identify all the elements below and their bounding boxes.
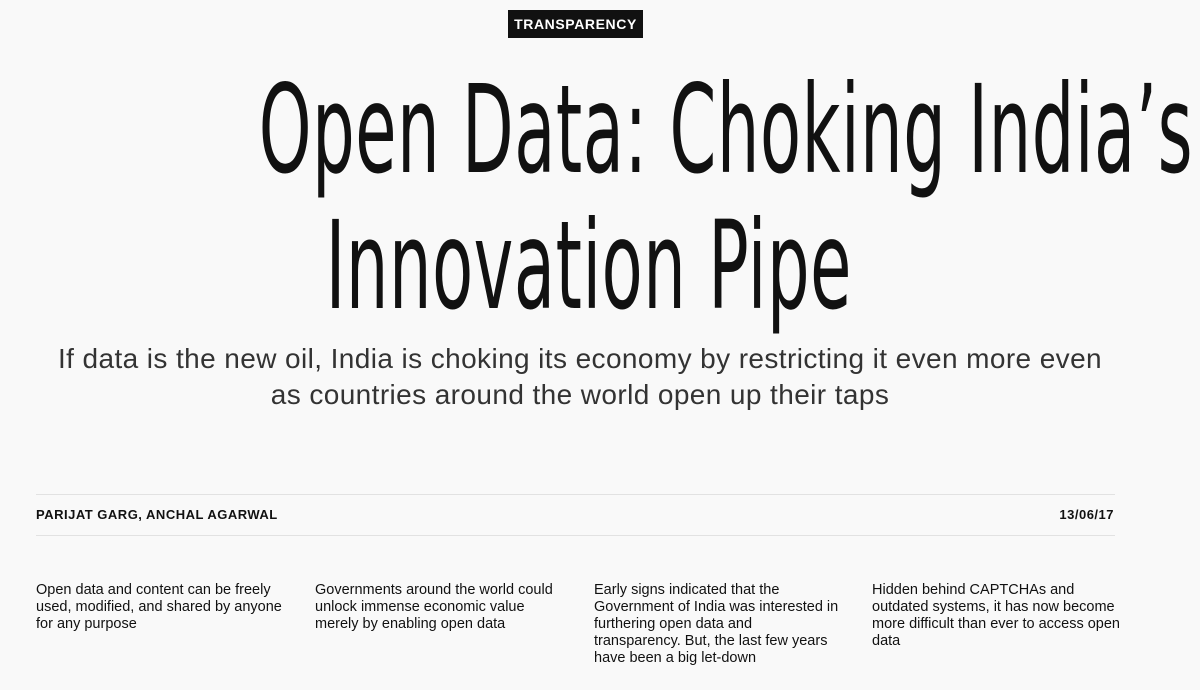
byline-bottom-divider	[36, 535, 1115, 536]
author-names[interactable]: PARIJAT GARG, ANCHAL AGARWAL	[36, 507, 278, 522]
category-label: TRANSPARENCY	[514, 16, 637, 32]
key-point-1: Open data and content can be freely used, modified, and shared by anyone for any purpose	[36, 582, 282, 632]
headline-line-2: Innovation Pipe	[325, 195, 852, 337]
article-headline	[258, 59, 1194, 337]
article-subheadline: If data is the new oil, India is choking its economy by restricting it even more even as countries around the world open up their taps	[57, 343, 1103, 410]
headline-line-1: Open Data: Choking India’s	[258, 59, 1194, 201]
key-point-3: Early signs indicated that the Government of India was interested in furthering open data and transparency. But, the last few years have been a big let-down	[594, 582, 839, 666]
key-point-4: Hidden behind CAPTCHAs and outdated systems, it has now become more difficult than ever to access open data	[872, 582, 1120, 649]
publish-date: 13/06/17	[1059, 507, 1114, 522]
byline-top-divider	[36, 494, 1115, 495]
category-tag[interactable]	[508, 10, 643, 38]
key-point-2: Governments around the world could unlock immense economic value merely by enabling open data	[315, 582, 553, 632]
